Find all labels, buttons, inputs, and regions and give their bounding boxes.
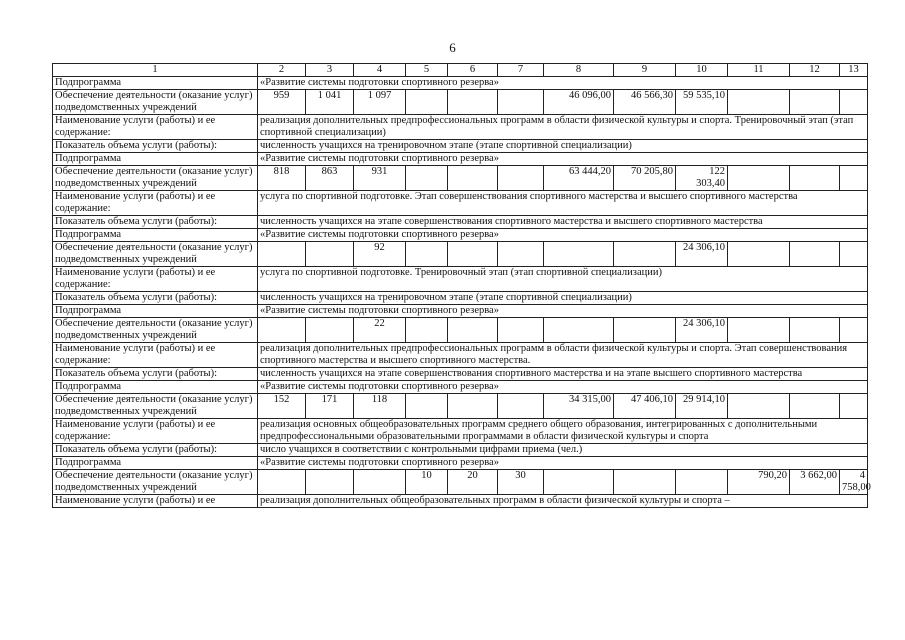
table-row: [53, 305, 868, 318]
column-header: 4: [354, 64, 406, 77]
value-cell: [728, 166, 790, 191]
value-cell: 30: [498, 470, 544, 495]
value-cell: [306, 318, 354, 343]
row-label: Подпрограмма: [53, 229, 258, 242]
value-cell: [840, 394, 868, 419]
value-cell: 24 306,10: [676, 318, 728, 343]
row-text: услуга по спортивной подготовке. Этап совершенствования спортивного мастерства и высшего спортивного мастерства: [258, 191, 868, 216]
column-header: 10: [676, 64, 728, 77]
value-cell: [448, 318, 498, 343]
value-cell: 10: [406, 470, 448, 495]
table-row: [53, 153, 868, 166]
row-text: «Развитие системы подготовки спортивного резерва»: [258, 77, 868, 90]
row-label: Обеспечение деятельности (оказание услуг) подведомственных учреждений: [53, 394, 258, 419]
row-label: Подпрограмма: [53, 77, 258, 90]
table-row: [53, 77, 868, 90]
row-text: численность учащихся на тренировочном этапе (этапе спортивной специализации): [258, 292, 868, 305]
row-label: Наименование услуги (работы) и ее содержание:: [53, 419, 258, 444]
value-cell: 92: [354, 242, 406, 267]
value-cell: 34 315,00: [544, 394, 614, 419]
value-cell: [676, 470, 728, 495]
column-header: 6: [448, 64, 498, 77]
value-cell: [258, 318, 306, 343]
value-cell: 152: [258, 394, 306, 419]
value-cell: [614, 242, 676, 267]
table-row: [53, 90, 868, 115]
value-cell: 70 205,80: [614, 166, 676, 191]
program-table: [52, 63, 871, 508]
value-cell: [840, 242, 868, 267]
row-label: Показатель объема услуги (работы):: [53, 140, 258, 153]
row-text: численность учащихся на этапе совершенствования спортивного мастерства и на этапе высшего спортивного мастерства: [258, 368, 868, 381]
row-text: «Развитие системы подготовки спортивного резерва»: [258, 381, 868, 394]
column-header: 2: [258, 64, 306, 77]
value-cell: [406, 166, 448, 191]
value-cell: [306, 470, 354, 495]
value-cell: [448, 90, 498, 115]
row-text: реализация дополнительных предпрофессиональных программ в области физической культуры и спорта. Тренировочный этап (этап спортивной специализации): [258, 115, 868, 140]
column-header: 1: [53, 64, 258, 77]
table-row: [53, 457, 868, 470]
row-label: Наименование услуги (работы) и ее содержание:: [53, 191, 258, 216]
value-cell: 122 303,40: [676, 166, 728, 191]
table-row: [53, 267, 868, 292]
value-cell: 59 535,10: [676, 90, 728, 115]
value-cell: [840, 90, 868, 115]
value-cell: 959: [258, 90, 306, 115]
page-number: 6: [449, 40, 456, 55]
row-label: Обеспечение деятельности (оказание услуг) подведомственных учреждений: [53, 166, 258, 191]
table-row: [53, 140, 868, 153]
row-text: число учащихся в соответствии с контрольными цифрами приема (чел.): [258, 444, 868, 457]
table-row: [53, 229, 868, 242]
row-text: численность учащихся на тренировочном этапе (этапе спортивной специализации): [258, 140, 868, 153]
column-header: 11: [728, 64, 790, 77]
row-text: «Развитие системы подготовки спортивного резерва»: [258, 305, 868, 318]
value-cell: 1 097: [354, 90, 406, 115]
value-cell: [406, 242, 448, 267]
column-header: 5: [406, 64, 448, 77]
row-label: Показатель объема услуги (работы):: [53, 368, 258, 381]
value-cell: [448, 166, 498, 191]
value-cell: [544, 470, 614, 495]
table-row: [53, 419, 868, 444]
value-cell: 931: [354, 166, 406, 191]
row-label: Обеспечение деятельности (оказание услуг) подведомственных учреждений: [53, 470, 258, 495]
value-cell: 24 306,10: [676, 242, 728, 267]
value-cell: [790, 242, 840, 267]
value-cell: [498, 394, 544, 419]
table-row: [53, 394, 868, 419]
value-cell: [406, 90, 448, 115]
value-cell: [728, 318, 790, 343]
value-cell: [790, 318, 840, 343]
value-cell: [614, 318, 676, 343]
value-cell: 29 914,10: [676, 394, 728, 419]
row-label: Показатель объема услуги (работы):: [53, 292, 258, 305]
value-cell: [258, 242, 306, 267]
table-row: [53, 343, 868, 368]
row-text: реализация дополнительных предпрофессиональных программ в области физической культуры и спорта. Этап совершенствования спортивного мастерства и высшего спортивного мастерства.: [258, 343, 868, 368]
column-header-row: [53, 64, 868, 77]
column-header: 7: [498, 64, 544, 77]
table-row: [53, 470, 868, 495]
value-cell: [544, 242, 614, 267]
value-cell: 1 041: [306, 90, 354, 115]
value-cell: [258, 470, 306, 495]
table-row: [53, 242, 868, 267]
value-cell: [790, 90, 840, 115]
value-cell: [354, 470, 406, 495]
row-text: услуга по спортивной подготовке. Тренировочный этап (этап спортивной специализации): [258, 267, 868, 292]
value-cell: [406, 318, 448, 343]
column-header: 13: [840, 64, 868, 77]
row-label: Наименование услуги (работы) и ее: [53, 495, 258, 508]
value-cell: [544, 318, 614, 343]
value-cell: [790, 166, 840, 191]
value-cell: [840, 166, 868, 191]
value-cell: [498, 166, 544, 191]
table-row: [53, 318, 868, 343]
value-cell: 46 096,00: [544, 90, 614, 115]
table-row: [53, 292, 868, 305]
value-cell: 790,20: [728, 470, 790, 495]
value-cell: [728, 394, 790, 419]
column-header: 9: [614, 64, 676, 77]
table-row: [53, 191, 868, 216]
row-label: Показатель объема услуги (работы):: [53, 444, 258, 457]
table-row: [53, 444, 868, 457]
row-text: реализация дополнительных общеобразовательных программ в области физической культуры и спорта –: [258, 495, 868, 508]
table-row: [53, 115, 868, 140]
value-cell: [614, 470, 676, 495]
table-row: [53, 216, 868, 229]
value-cell: [790, 394, 840, 419]
value-cell: 20: [448, 470, 498, 495]
row-text: «Развитие системы подготовки спортивного резерва»: [258, 229, 868, 242]
value-cell: [306, 242, 354, 267]
value-cell: 171: [306, 394, 354, 419]
value-cell: 818: [258, 166, 306, 191]
value-cell: 863: [306, 166, 354, 191]
table-row: [53, 495, 868, 508]
value-cell: [728, 90, 790, 115]
row-text: реализация основных общеобразовательных программ среднего общего образования, интегрированных с дополнительными предпрофессиональными образовательными программами в области физической культуры и спорта: [258, 419, 868, 444]
row-label: Наименование услуги (работы) и ее содержание:: [53, 115, 258, 140]
row-text: «Развитие системы подготовки спортивного резерва»: [258, 457, 868, 470]
column-header: 12: [790, 64, 840, 77]
value-cell: 46 566,30: [614, 90, 676, 115]
value-cell: 3 662,00: [790, 470, 840, 495]
column-header: 8: [544, 64, 614, 77]
value-cell: 47 406,10: [614, 394, 676, 419]
row-label: Показатель объема услуги (работы):: [53, 216, 258, 229]
value-cell: 63 444,20: [544, 166, 614, 191]
table-row: [53, 381, 868, 394]
row-label: Подпрограмма: [53, 381, 258, 394]
table-row: [53, 368, 868, 381]
value-cell: [448, 242, 498, 267]
value-cell: [498, 90, 544, 115]
row-label: Обеспечение деятельности (оказание услуг) подведомственных учреждений: [53, 242, 258, 267]
column-header: 3: [306, 64, 354, 77]
value-cell: [728, 242, 790, 267]
value-cell: [498, 242, 544, 267]
row-text: численность учащихся на этапе совершенствования спортивного мастерства и высшего спортивного мастерства: [258, 216, 868, 229]
value-cell: [448, 394, 498, 419]
value-cell: 4 758,00: [840, 470, 868, 495]
row-label: Обеспечение деятельности (оказание услуг) подведомственных учреждений: [53, 90, 258, 115]
row-label: Обеспечение деятельности (оказание услуг) подведомственных учреждений: [53, 318, 258, 343]
row-label: Наименование услуги (работы) и ее содержание:: [53, 343, 258, 368]
table-row: [53, 166, 868, 191]
value-cell: [840, 318, 868, 343]
value-cell: [406, 394, 448, 419]
value-cell: 22: [354, 318, 406, 343]
row-label: Наименование услуги (работы) и ее содержание:: [53, 267, 258, 292]
value-cell: 118: [354, 394, 406, 419]
value-cell: [498, 318, 544, 343]
row-label: Подпрограмма: [53, 457, 258, 470]
row-label: Подпрограмма: [53, 305, 258, 318]
row-text: «Развитие системы подготовки спортивного резерва»: [258, 153, 868, 166]
row-label: Подпрограмма: [53, 153, 258, 166]
